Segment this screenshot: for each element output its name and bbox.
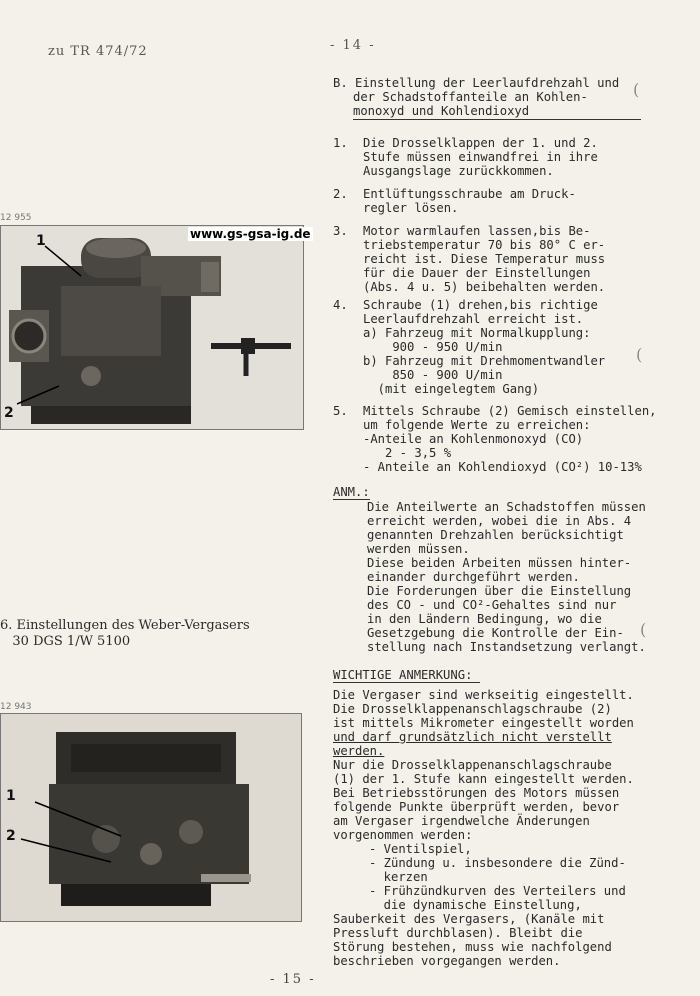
callout-1: 1 — [36, 233, 46, 249]
important-line: Pressluft durchblasen). Bleibt die — [333, 926, 583, 940]
section-b-title — [333, 76, 633, 118]
anm-line: genannten Drehzahlen berücksichtigt — [367, 528, 624, 542]
figure-1-number: 12 955 — [0, 213, 32, 223]
item-line: Motor warmlaufen lassen,bis Be- — [363, 224, 591, 238]
important-line: und darf grundsätzlich nicht verstellt — [333, 730, 612, 744]
important-line: Sauberkeit des Vergasers, (Kanäle mit — [333, 912, 605, 926]
important-line: werden. — [333, 744, 385, 758]
anm-line: Diese beiden Arbeiten müssen hinter- — [367, 556, 632, 570]
item-line: Stufe müssen einwandfrei in ihre — [363, 150, 598, 164]
important-heading-wrap — [333, 668, 673, 683]
margin-mark: ( — [636, 345, 643, 364]
check-line: - Frühzündkurven des Verteilers und — [369, 884, 626, 898]
anm-label-wrap — [333, 485, 663, 500]
callout-2: 2 — [6, 828, 16, 844]
item-line: - Anteile an Kohlendioxyd (CO²) 10-13% — [363, 460, 642, 474]
check-line: - Ventilspiel, — [369, 842, 472, 856]
item-number: 1. — [333, 136, 348, 150]
important-line: ist mittels Mikrometer eingestellt worden — [333, 716, 634, 730]
section-b-underline — [353, 119, 641, 120]
important-line: Störung bestehen, muss wie nachfolgend — [333, 940, 612, 954]
anm-line: stellung nach Instandsetzung verlangt. — [367, 640, 646, 654]
important-line: Die Drosselklappenanschlagschraube (2) — [333, 702, 612, 716]
important-line: Die Vergaser sind werkseitig eingestellt. — [333, 688, 634, 702]
item-line: Ausgangslage zurückkommen. — [363, 164, 554, 178]
section-b-line: B. Einstellung der Leerlaufdrehzahl und — [333, 76, 620, 90]
important-line: beschrieben vorgegangen werden. — [333, 954, 561, 968]
item-number: 3. — [333, 224, 348, 238]
callout-1: 1 — [6, 788, 16, 804]
item-number: 5. — [333, 404, 348, 418]
check-line: - Zündung u. insbesondere die Zünd- — [369, 856, 626, 870]
item-line: 850 - 900 U/min — [363, 368, 503, 382]
anm-line: in den Ländern Bedingung, wo die — [367, 612, 602, 626]
item-line: um folgende Werte zu erreichen: — [363, 418, 591, 432]
anm-label: ANM.: — [333, 485, 370, 499]
anm-line: Gesetzgebung die Kontrolle der Ein- — [367, 626, 624, 640]
carburetor-photo-1 — [0, 225, 304, 430]
important-heading: WICHTIGE ANMERKUNG: — [333, 668, 480, 683]
anm-line: des CO - und CO²-Gehaltes sind nur — [367, 598, 617, 612]
important-line: am Vergaser irgendwelche Änderungen — [333, 814, 590, 828]
section-b-line: der Schadstoffanteile an Kohlen- — [353, 90, 588, 104]
anm-line: Die Anteilwerte an Schadstoffen müssen — [367, 500, 646, 514]
item-line: für die Dauer der Einstellungen — [363, 266, 591, 280]
item-line: (mit eingelegtem Gang) — [363, 382, 540, 396]
item-line: Entlüftungsschraube am Druck- — [363, 187, 576, 201]
item-line: (Abs. 4 u. 5) beibehalten werden. — [363, 280, 606, 294]
caption-line: 6. Einstellungen des Weber-Vergasers — [0, 618, 250, 633]
item-number: 2. — [333, 187, 348, 201]
item-line: reicht ist. Diese Temperatur muss — [363, 252, 606, 266]
anm-line: einander durchgeführt werden. — [367, 570, 580, 584]
important-line: folgende Punkte überprüft werden, bevor — [333, 800, 620, 814]
carburetor-illustration-2 — [1, 714, 301, 921]
important-line: (1) der 1. Stufe kann eingestellt werden. — [333, 772, 634, 786]
figure-caption — [0, 618, 250, 650]
document-reference: zu TR 474/72 — [48, 44, 148, 59]
important-line: vorgenommen werden: — [333, 828, 473, 842]
item-line: triebstemperatur 70 bis 80° C er- — [363, 238, 606, 252]
page-number-top: - 14 - — [330, 38, 376, 53]
item-line: Die Drosselklappen der 1. und 2. — [363, 136, 598, 150]
item-line: Leerlaufdrehzahl erreicht ist. — [363, 312, 584, 326]
check-line: kerzen — [369, 870, 428, 884]
item-number: 4. — [333, 298, 348, 312]
item-line: -Anteile an Kohlenmonoxyd (CO) — [363, 432, 584, 446]
item-line: Schraube (1) drehen,bis richtige — [363, 298, 598, 312]
section-b-line: monoxyd und Kohlendioxyd — [353, 104, 530, 118]
item-line: 2 - 3,5 % — [363, 446, 452, 460]
item-line: b) Fahrzeug mit Drehmomentwandler — [363, 354, 606, 368]
anm-text — [367, 500, 677, 654]
item-line: regler lösen. — [363, 201, 459, 215]
figure-2-number: 12 943 — [0, 702, 32, 712]
callout-2: 2 — [4, 405, 14, 421]
important-line: Nur die Drosselklappenanschlagschraube — [333, 758, 612, 772]
anm-line: erreicht werden, wobei die in Abs. 4 — [367, 514, 632, 528]
check-line: die dynamische Einstellung, — [369, 898, 582, 912]
carburetor-illustration-1 — [1, 226, 303, 429]
important-body — [333, 688, 673, 968]
item-line: a) Fahrzeug mit Normalkupplung: — [363, 326, 591, 340]
watermark-url: www.gs-gsa-ig.de — [190, 227, 311, 241]
margin-mark: ( — [640, 620, 647, 639]
caption-line: 30 DGS 1/W 5100 — [0, 634, 131, 649]
page-number-bottom: - 15 - — [270, 972, 316, 987]
margin-mark: ( — [633, 80, 640, 99]
anm-line: werden müssen. — [367, 542, 470, 556]
carburetor-photo-2 — [0, 713, 302, 922]
item-line: Mittels Schraube (2) Gemisch einstellen, — [363, 404, 657, 418]
important-line: Bei Betriebsstörungen des Motors müssen — [333, 786, 620, 800]
item-line: 900 - 950 U/min — [363, 340, 503, 354]
anm-line: Die Forderungen über die Einstellung — [367, 584, 632, 598]
